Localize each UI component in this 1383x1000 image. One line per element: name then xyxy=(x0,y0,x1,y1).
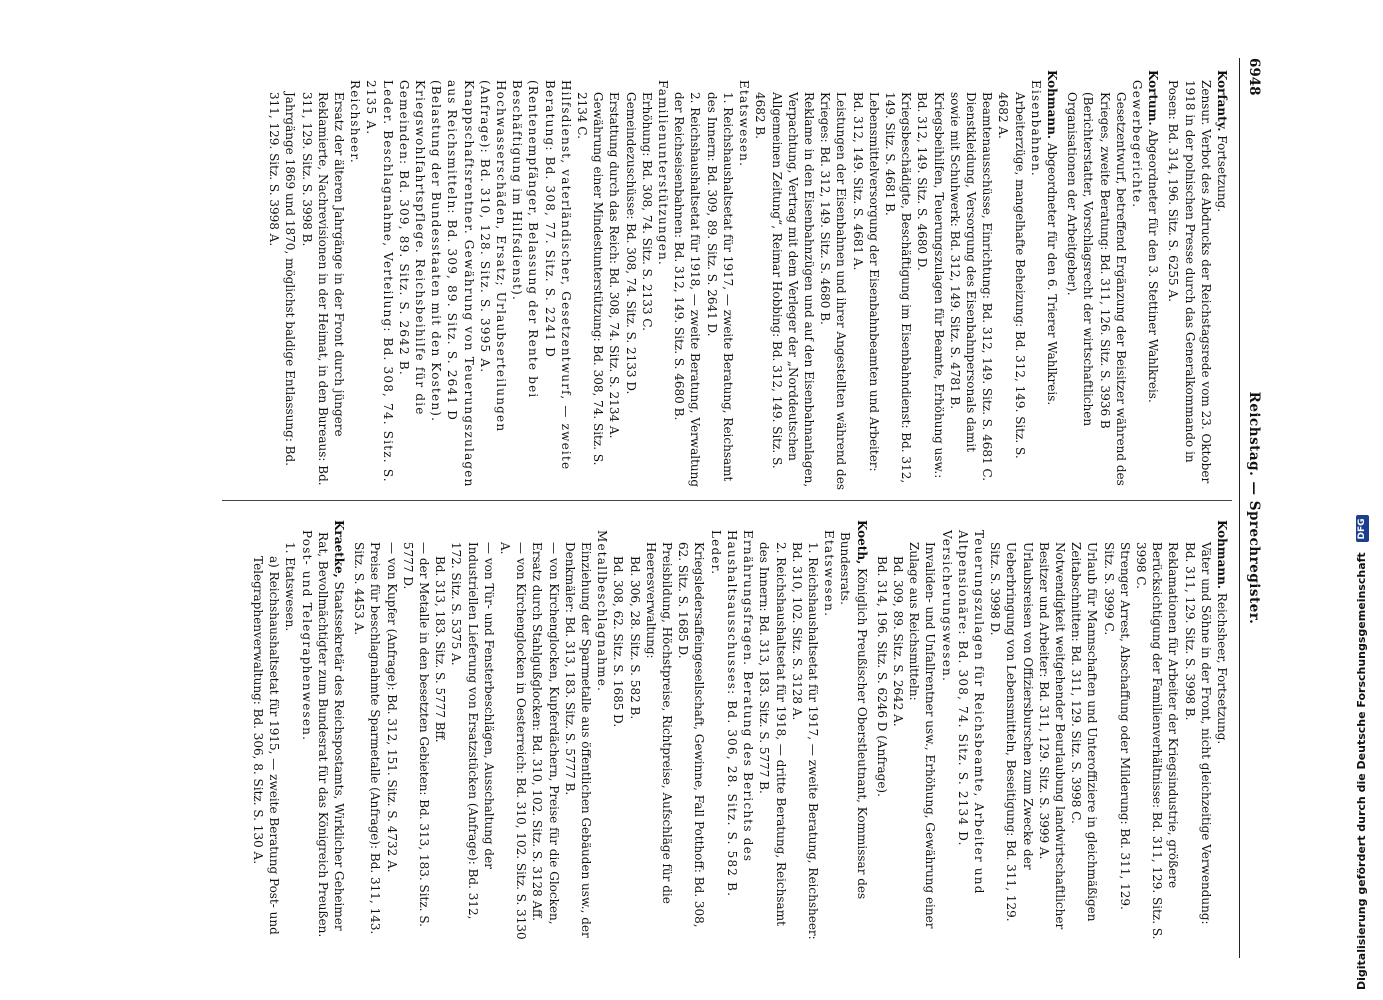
register-line xyxy=(979,70,995,490)
entry-text: Strenger Arrest, Abschaffung oder Milderung: Bd. 311, 129. Sitz. S. 3999 C. xyxy=(1101,542,1132,910)
entry-text: Abgeordneter für den 3. Stettiner Wahlkreis. xyxy=(1146,125,1161,403)
register-line xyxy=(298,520,314,940)
register-line xyxy=(1181,520,1213,940)
entry-text: Urlaubsreisen von Offiziersburschen zum Zwecke der Ueberbringung von Lebensmitteln, Beseitigung: Bd. 311, 129. Sitz. S. 3998 D. xyxy=(988,542,1035,922)
register-line xyxy=(383,520,399,940)
entry-text: Bd. 313, 183. Sitz. S. 5777 Bff. xyxy=(433,556,448,743)
entry-text: Hilfsdienst, vaterländischer, Gesetzentwurf, — zweite Beratung: Bd. 308, 77. Sitz. S. 2241 D (Rentenempfänger, Belassung der Rente bei Beschäftigung im Hilfsdienst). xyxy=(510,80,573,471)
register-line xyxy=(1068,520,1100,940)
entry-text: — von Kupfer (Anfrage): Bd. 312, 151. Sitz. S. 4732 A. xyxy=(384,542,399,873)
entry-name: Kohmann. xyxy=(1044,70,1059,139)
entry-name: Koeth, xyxy=(854,520,869,565)
dfg-logo: DFG xyxy=(1356,515,1369,542)
entry-text: Eisenbahnen. xyxy=(1028,80,1043,177)
register-line xyxy=(400,520,432,940)
entry-text: Ersatz der älteren Jahrgänge in der Front durch jüngere Reklamierte, Nachrevisionen in der Heimat, in den Bureaus: Bd. 311, 129. Sitz. S. 3998 B. xyxy=(299,92,347,486)
entry-text: Kriegsbeihilfen, Teuerungszulagen für Beamte, Erhöhung usw.: Bd. 312, 149. Sitz. S. 4680 D. xyxy=(915,92,946,479)
entry-text: Preise für beschlagnahmte Sparmetalle (Anfrage): Bd. 311, 143. Sitz. S. 4453 A. xyxy=(352,542,383,935)
register-line xyxy=(562,520,594,940)
entry-text: Arbeiterzüge, mangelhafte Beheizung: Bd. 312, 149. Sitz. S. 4682 A. xyxy=(996,92,1027,459)
register-line xyxy=(574,70,606,490)
entry-text: 1. Etatswesen. xyxy=(283,542,298,632)
page-number: 6948 xyxy=(1246,58,1262,96)
entry-text: Lebensmittelversorgung der Eisenbahnbeamten und Arbeiter: Bd. 312, 149. Sitz. S. 4681 A. xyxy=(850,92,881,472)
entry-text: — von Tür- und Fensterbeschlägen, Ausschaltung der Industriellen Lieferung von Ersatzstücken (Anfrage): Bd. 312, 172. Sitz. S. 5375 A. xyxy=(449,542,496,920)
header-rule xyxy=(1239,58,1240,958)
register-line xyxy=(874,520,890,940)
right-column xyxy=(250,520,1230,940)
register-line xyxy=(906,520,938,940)
register-line xyxy=(643,520,675,940)
register-line xyxy=(987,520,1036,940)
entry-text: Fortsetzung. xyxy=(1215,131,1229,213)
register-entry-heading xyxy=(1145,70,1161,490)
register-line xyxy=(724,520,756,940)
register-line xyxy=(849,70,881,490)
entry-text: — der Metalle in den besetzten Gebieten: Bd. 313, 183. Sitz. S. 5777 D. xyxy=(400,542,432,927)
entry-text: Jahrgänge 1869 und 1870, möglichst baldige Entlassung: Bd. 311, 129. Sitz. S. 3998 A. xyxy=(267,92,298,466)
register-line xyxy=(882,70,914,490)
entry-text: Hochwasserschäden, Ersatz; Urlaubserteilungen (Anfrage): Bd. 310, 128. Sitz. S. 3995 A. xyxy=(477,80,509,433)
register-line xyxy=(351,520,383,940)
register-line xyxy=(594,520,610,940)
entry-text: Einziehung der Sparmetalle aus öffentlichen Gebäuden usw., der Denkmäler: Bd. 313, 183. Sitz. S. 5777 B. xyxy=(562,542,594,938)
entry-text: Erstattung durch das Reich: Bd. 308, 74. Sitz. S. 2134 A. xyxy=(607,92,622,439)
entry-text: Kriegswohlfahrtspflege. Reichsbeihilfe für die Gemeinden: Bd. 309, 89. Sitz. S. 2642 B. xyxy=(396,80,428,416)
entry-text: Bd. 314, 196. Sitz. S. 6246 D (Anfrage). xyxy=(874,556,889,797)
register-line xyxy=(509,70,574,490)
register-line xyxy=(675,520,707,940)
register-entry-heading xyxy=(837,520,869,940)
register-line xyxy=(752,70,817,490)
entry-text: 1. Reichshaushaltsetat für 1917, — zweite Beratung, Reichsheer: Bd. 310, 102. Sitz. S. 3128 A. xyxy=(789,542,820,940)
register-line xyxy=(914,70,946,490)
register-line xyxy=(1064,70,1129,490)
entry-text: Gewerbegerichte. xyxy=(1129,80,1144,209)
register-line xyxy=(250,520,282,940)
register-line xyxy=(298,70,347,490)
entry-text: Versicherungswesen. xyxy=(939,530,954,682)
register-line xyxy=(428,70,477,490)
register-entry-heading xyxy=(1044,70,1060,490)
entry-text: Metallbeschlagnahme. xyxy=(595,530,610,693)
entry-text: Invaliden- und Unfallrentner usw., Erhöhung, Gewährung einer Zulage aus Reichsmitteln: xyxy=(907,542,938,929)
register-line xyxy=(529,520,561,940)
entry-name: Kohmann. xyxy=(1215,520,1229,589)
page-header xyxy=(1240,58,1262,958)
entry-text: Reklamationen für Arbeiter der Kriegsindustrie, größere Berücksichtigung der Familienverhältnisse: Bd. 311, 129. Sitz. S. 3998 C. xyxy=(1133,542,1181,940)
entry-text: Etatswesen. xyxy=(822,530,837,618)
entry-text: Gesetzentwurf, betreffend Ergänzung der Beisitzer während des Krieges, zweite Beratung: Bd. 311, 126. Sitz. S. 3936 B (Berichterstatter, Vorschlagsrecht der wirtschaftlichen Organisationen der Arbeitgeber). xyxy=(1065,92,1128,486)
register-entry-heading xyxy=(1214,70,1230,490)
entry-name: Korfanty. xyxy=(1215,70,1229,132)
entry-text: Preisbildung, Höchstpreise, Richtpreise, Aufschläge für die Heeresverwaltung: xyxy=(643,542,675,904)
register-line xyxy=(432,520,448,940)
entry-text: Leistungen der Eisenbahnen und ihrer Angestellten während des Krieges: Bd. 312, 149. Sitz. S. 4680 B. xyxy=(818,92,849,490)
entry-text: Bd. 306, 28. Sitz. S. 582 B. xyxy=(627,556,642,720)
register-line xyxy=(817,70,849,490)
entry-text: Königlich Preußischer Oberstleutnant, Kommissar des Bundesrats. xyxy=(838,532,869,900)
register-line xyxy=(947,70,979,490)
entry-text: Reklame in den Eisenbahnzügen und auf den Eisenbahnanlagen, Verpachtung, Vertrag mit dem Verleger der „Norddeutschen Allgemeinen Zeitung“, Reimar Hobbing: Bd. 312, 149. Sitz. S. 4682 B. xyxy=(753,92,816,488)
register-line xyxy=(736,70,752,490)
register-line xyxy=(1165,70,1214,490)
register-line xyxy=(448,520,497,940)
entry-text: a) Reichshaushaltsetat für 1915, — zweite Beratung Post- und Telegraphenverwaltung: Bd. 306, 8. Sitz. S. 130 A. xyxy=(251,556,282,935)
register-line xyxy=(938,520,954,940)
register-line xyxy=(1036,520,1068,940)
entry-text: Kriegsbeschädigte, Beschäftigung im Eisenbahndienst: Bd. 312, 149. Sitz. S. 4681 B. xyxy=(882,92,914,484)
entry-text: Etatswesen. xyxy=(737,80,752,168)
register-line xyxy=(1028,70,1044,490)
register-line xyxy=(708,520,724,940)
entry-name: Kraetke, xyxy=(332,520,347,578)
entry-text: Staatssekretär des Reichspostamts, Wirklicher Geheimer Rat, Bevollmächtigter zum Bundesrat für das Königreich Preußen. xyxy=(315,532,347,938)
entry-text: Gewährung einer Mindestunterstützung: Bd. 308, 74. Sitz. S. 2134 C. xyxy=(575,92,606,466)
entry-text: — von Kirchenglocken in Oesterreich: Bd. 310, 102. Sitz. S. 3130 A. xyxy=(498,542,529,940)
entry-text: Bd. 309, 89. Sitz. S. 2642 A. xyxy=(890,556,905,727)
entry-gap xyxy=(870,520,874,940)
entry-text: Beamtenausschüsse, Einrichtung: Bd. 312, 149. Sitz. S. 4681 C. xyxy=(980,92,995,482)
register-line xyxy=(266,70,298,490)
register-line xyxy=(347,70,363,490)
entry-text: 1. Reichshaushaltsetat für 1917, — zweite Beratung, Reichsamt des Innern: Bd. 309, 89. Sitz. S. 2641 D. xyxy=(704,92,735,482)
entry-text: Dienstkleidung, Versorgung des Eisenbahnpersonals damit sowie mit Schuhwerk: Bd. 312, 149. Sitz. S. 4781 B. xyxy=(947,92,978,453)
entry-text: Teuerungszulagen für Reichsbeamte, Arbeiter und Altpensionäre: Bd. 308, 74. Sitz. S. 2134 D. xyxy=(955,530,986,895)
register-line xyxy=(282,520,298,940)
entry-text: Zensur. Verbot des Abdrucks der Reichstagsrede vom 23. Oktober 1918 in der polnischen Presse durch das Generalkommando in Posen: Bd. 314, 196. Sitz. S. 6255 A. xyxy=(1166,80,1213,484)
register-entry-heading xyxy=(315,520,347,940)
entry-text: Abgeordneter für den 6. Trierer Wahlkreis. xyxy=(1044,139,1059,406)
entry-text: Ernährungsfragen. Beratung des Berichts des Haushaltsausschusses: Bd. 306, 28. Sitz. S. 582 B. xyxy=(724,530,756,898)
register-line xyxy=(890,520,906,940)
register-line xyxy=(704,70,736,490)
entry-text: Notwendigkeit weitgehender Beurlaubung landwirtschaftlicher Besitzer und Arbeiter: Bd. 311, 129. Sitz. S. 3999 A. xyxy=(1036,542,1067,930)
register-line xyxy=(606,70,622,490)
entry-text: Familienunterstützungen. xyxy=(656,80,671,266)
entry-text: Väter und Söhne in der Front, nicht gleichzeitige Verwendung: Bd. 311, 129. Sitz. S. 3998 B. xyxy=(1182,542,1213,925)
register-line xyxy=(363,70,395,490)
entry-text: Reichsheer, Fortsetzung. xyxy=(1215,589,1229,745)
footer-credit xyxy=(1350,10,1374,990)
register-line xyxy=(396,70,428,490)
left-column xyxy=(266,70,1230,490)
entry-text: Reichsheer. xyxy=(348,80,363,164)
entry-text: Knappschaftsrentner. Gewährung von Teuerungszulagen aus Reichsmitteln: Bd. 309, 89. Sitz. S. 2641 D (Belastung der Bundesstaaten mit den Kosten). xyxy=(429,80,476,488)
footer-text: Digitalisierung gefördert durch die Deutsche Forschungsgemeinschaft xyxy=(1355,552,1368,990)
register-line xyxy=(622,70,638,490)
register-line xyxy=(1129,70,1145,490)
register-entry-heading xyxy=(1214,520,1230,940)
entry-text: Leder. Beschlagnahme, Verteilung: Bd. 308, 74. Sitz. S. 2135 A. xyxy=(364,80,395,483)
entry-text: Leder. xyxy=(708,530,723,576)
register-line xyxy=(955,520,987,940)
entry-text: Gemeindezuschüsse: Bd. 308, 74. Sitz. S. 2133 D. xyxy=(623,92,638,395)
entry-text: Erhöhung: Bd. 308, 74. Sitz. S. 2133 C. xyxy=(639,92,654,331)
register-line xyxy=(497,520,529,940)
register-line xyxy=(477,70,509,490)
entry-name: Kortum. xyxy=(1146,70,1161,126)
register-line xyxy=(655,70,671,490)
page-title: Reichstag. — Sprechregister. xyxy=(1246,391,1262,625)
column-divider xyxy=(222,500,1232,501)
register-line xyxy=(756,520,788,940)
register-line xyxy=(626,520,642,940)
entry-text: 2. Reichshaushaltsetat für 1918, — dritte Beratung, Reichsamt des Innern: Bd. 313, 183. Sitz. S. 5777 B. xyxy=(757,542,788,926)
entry-text: Bd. 308, 62. Sitz. S. 1685 D. xyxy=(611,556,626,728)
register-line xyxy=(1100,520,1132,940)
register-line xyxy=(671,70,703,490)
register-line xyxy=(610,520,626,940)
register-line xyxy=(995,70,1027,490)
register-line xyxy=(789,520,821,940)
entry-text: 2. Reichshaushaltsetat für 1918, — zweite Beratung, Verwaltung der Reichseisenbahnen: Bd. 312, 149. Sitz. S. 4680 B. xyxy=(672,92,703,488)
entry-text: Post- und Telegraphenwesen. xyxy=(299,530,314,742)
register-line xyxy=(1133,520,1182,940)
register-line xyxy=(639,70,655,490)
register-line xyxy=(821,520,837,940)
entry-text: Kriegsledersaffeingesellschaft, Gewinne, Fall Potthoff: Bd. 308, 62. Sitz. S. 1685 D. xyxy=(676,542,707,928)
entry-text: Urlaub für Mannschaften und Unteroffiziere in gleichmäßigen Zeitabschnitten: Bd. 311, 129. Sitz. S. 3998 C. xyxy=(1069,542,1100,922)
entry-text: — von Kirchenglocken, Kupferdächern, Preise für die Glocken, Ersatz durch Stahlgußglocken: Bd. 310, 102. Sitz. S. 3128 Aff. xyxy=(530,542,561,925)
